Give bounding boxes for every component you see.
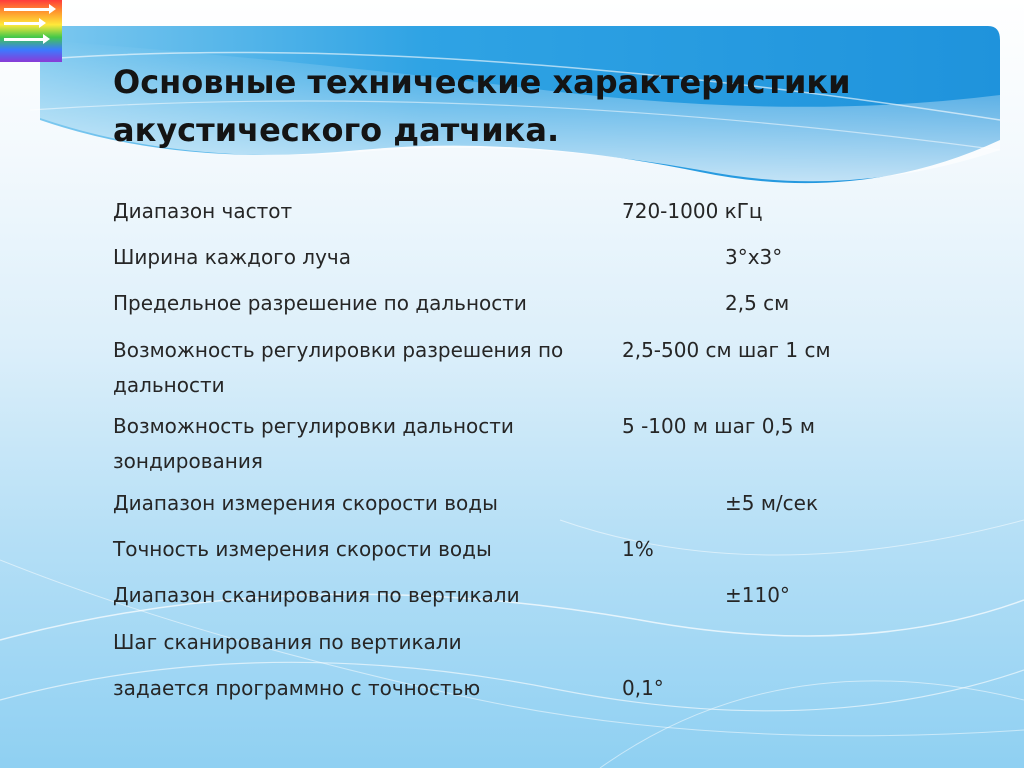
slide-title-line-2: акустического датчика. <box>113 111 560 149</box>
spec-label: Диапазон частот <box>113 199 293 223</box>
spec-value: 720-1000 кГц <box>622 199 763 223</box>
spec-value: 3°х3° <box>725 245 783 269</box>
spec-label: Диапазон сканирования по вертикали <box>113 583 520 607</box>
spec-label: Диапазон измерения скорости воды <box>113 491 498 515</box>
spec-value: ±5 м/сек <box>725 491 819 515</box>
spec-value: ±110° <box>725 583 790 607</box>
spec-label: задается программно с точностью <box>113 676 481 700</box>
spec-label: Точность измерения скорости воды <box>113 537 492 561</box>
slide-title <box>113 58 973 154</box>
spec-label: Шаг сканирования по вертикали <box>113 630 462 654</box>
spec-value: 0,1° <box>622 676 664 700</box>
slide-title-line-1: Основные технические характеристики <box>113 63 851 101</box>
spec-value: 5 -100 м шаг 0,5 м <box>622 414 815 438</box>
spec-label: Возможность регулировки дальности зондирования <box>113 414 514 473</box>
spec-label: Возможность регулировки разрешения по дальности <box>113 338 564 397</box>
spec-value: 2,5 см <box>725 291 790 315</box>
spec-label: Ширина каждого луча <box>113 245 351 269</box>
spec-value: 1% <box>622 537 654 561</box>
spec-label: Предельное разрешение по дальности <box>113 291 527 315</box>
rainbow-arrows-logo-icon <box>0 0 62 62</box>
spec-value: 2,5-500 см шаг 1 см <box>622 338 831 362</box>
